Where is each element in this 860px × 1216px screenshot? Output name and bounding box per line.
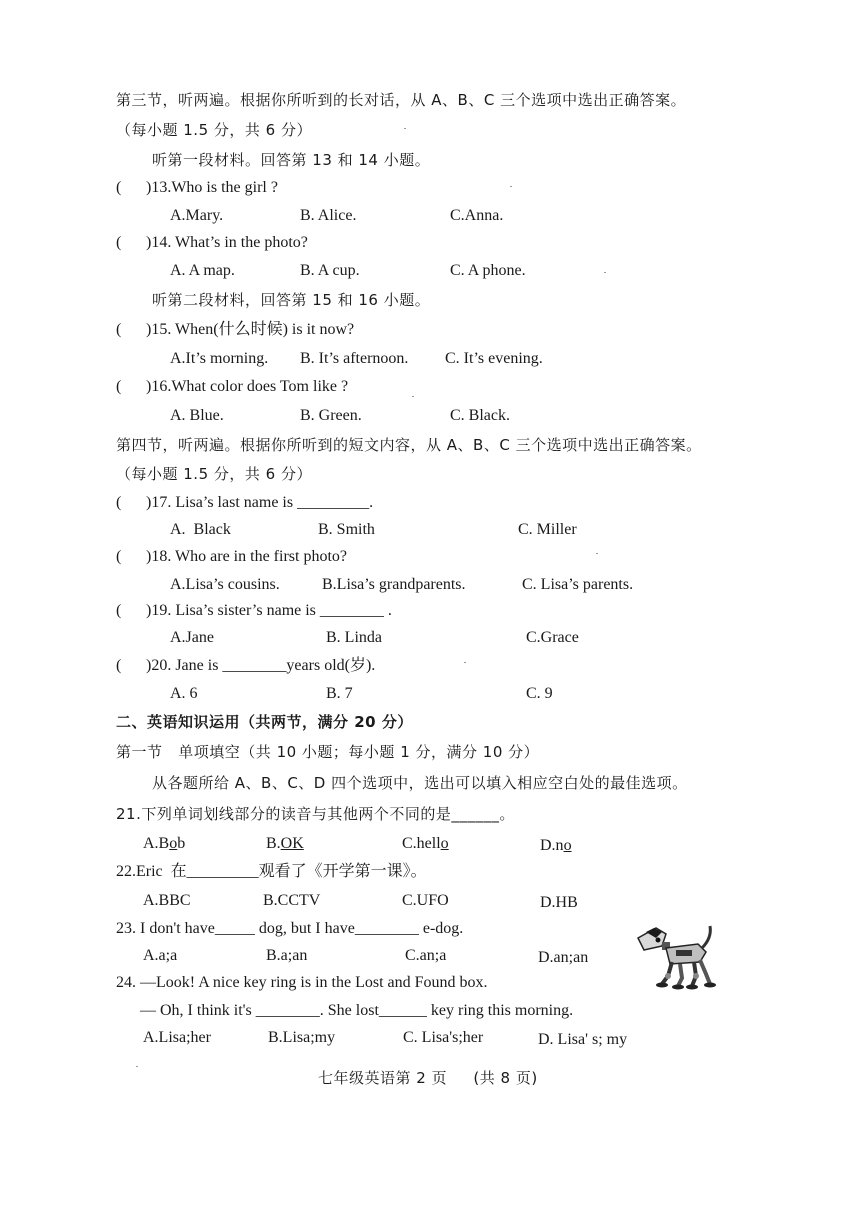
answer-paren: ( <box>116 179 122 196</box>
robot-dog-icon <box>632 920 718 990</box>
scan-speck <box>412 396 414 397</box>
option-text: b <box>177 835 186 852</box>
scan-speck <box>136 1066 138 1067</box>
option-b: B.CCTV <box>263 892 321 909</box>
section4-score: （每小题 1.5 分，共 6 分） <box>116 465 312 483</box>
question-stem: )14. What’s in the photo? <box>146 234 308 251</box>
section3-score: （每小题 1.5 分，共 6 分） <box>116 121 312 139</box>
option-a: A. 6 <box>170 685 198 702</box>
option-b: B. Alice. <box>300 207 357 224</box>
option-a: A. A map. <box>170 262 235 279</box>
option-d: D. Lisa' s; my <box>538 1031 628 1048</box>
option-a: A.Jane <box>170 629 214 646</box>
option-text: A.B <box>143 835 170 852</box>
scan-speck <box>464 662 466 663</box>
question-stem: )18. Who are in the first photo? <box>146 548 347 565</box>
question-stem: )20. Jane is ________years old(岁). <box>146 657 376 674</box>
option-c: C.an;a <box>405 947 447 964</box>
option-c <box>402 834 449 854</box>
option-c: C.Anna. <box>450 207 504 224</box>
option-d <box>540 836 572 856</box>
option-a: A. Black <box>170 521 231 538</box>
question-stem: )19. Lisa’s sister’s name is ________ . <box>146 602 392 619</box>
option-a: A.It’s morning. <box>170 350 269 367</box>
answer-paren: ( <box>116 321 122 338</box>
option-b: B. Smith <box>318 521 375 538</box>
option-c: C. 9 <box>526 685 553 702</box>
section3-part1-instruction: 听第一段材料。回答第 13 和 14 小题。 <box>152 151 431 169</box>
option-c: C. Lisa’s parents. <box>522 576 634 593</box>
option-a: A. Blue. <box>170 407 224 424</box>
option-b: B. 7 <box>326 685 353 702</box>
option-a: A.BBC <box>143 892 191 909</box>
answer-paren: ( <box>116 548 122 565</box>
option-text: B. <box>266 835 281 852</box>
question-stem: 24. —Look! A nice key ring is in the Lost and Found box. <box>116 974 488 991</box>
option-c: C. Black. <box>450 407 510 424</box>
question-stem: )15. When(什么时候) is it now? <box>146 321 355 338</box>
option-d: D.an;an <box>538 949 589 966</box>
answer-paren: ( <box>116 494 122 511</box>
section4-title: 第四节，听两遍。根据你所听到的短文内容，从 A、B、C 三个选项中选出正确答案。 <box>116 436 702 454</box>
scan-speck <box>596 553 598 554</box>
option-c: C.Grace <box>526 629 579 646</box>
page-footer: 七年级英语第 2 页 (共 8 页) <box>318 1069 538 1087</box>
question-reply: — Oh, I think it's ________. She lost______ key ring this morning. <box>140 1002 574 1019</box>
scan-speck <box>510 186 512 187</box>
underlined-letters: o <box>440 835 449 852</box>
part2-section1-title: 第一节 单项填空（共 10 小题；每小题 1 分，满分 10 分） <box>116 743 540 761</box>
question-stem: )16.What color does Tom like ? <box>146 378 349 395</box>
question-stem: 21.下列单词划线部分的读音与其他两个不同的是______。 <box>116 805 515 823</box>
option-text: D.n <box>540 837 564 854</box>
option-b <box>266 834 304 854</box>
option-c: C. A phone. <box>450 262 526 279</box>
underlined-letters: OK <box>280 835 304 852</box>
scan-speck <box>604 272 606 273</box>
option-b: B. Linda <box>326 629 382 646</box>
option-text: C.hell <box>402 835 441 852</box>
option-c: C.UFO <box>402 892 449 909</box>
option-b: B.Lisa’s grandparents. <box>322 576 466 593</box>
section3-title: 第三节，听两遍。根据你所听到的长对话，从 A、B、C 三个选项中选出正确答案。 <box>116 91 687 109</box>
section3-part2-instruction: 听第二段材料，回答第 15 和 16 小题。 <box>152 291 431 309</box>
option-c: C. Miller <box>518 521 577 538</box>
question-stem: 22.Eric 在_________观看了《开学第一课》。 <box>116 863 427 880</box>
option-c: C. It’s evening. <box>445 350 543 367</box>
scan-speck <box>404 128 406 129</box>
question-stem: )13.Who is the girl ? <box>146 179 278 196</box>
question-stem: 23. I don't have_____ dog, but I have________ e-dog. <box>116 920 464 937</box>
answer-paren: ( <box>116 378 122 395</box>
answer-paren: ( <box>116 234 122 251</box>
question-stem: )17. Lisa’s last name is _________. <box>146 494 374 511</box>
answer-paren: ( <box>116 657 122 674</box>
option-a: A.a;a <box>143 947 178 964</box>
option-a: A.Lisa;her <box>143 1029 211 1046</box>
option-b: B. A cup. <box>300 262 360 279</box>
option-d: D.HB <box>540 894 578 911</box>
underlined-letters: o <box>563 837 572 854</box>
answer-paren: ( <box>116 602 122 619</box>
part2-instruction: 从各题所给 A、B、C、D 四个选项中，选出可以填入相应空白处的最佳选项。 <box>152 774 688 792</box>
option-b: B.Lisa;my <box>268 1029 336 1046</box>
option-b: B. Green. <box>300 407 362 424</box>
option-a <box>143 834 185 854</box>
underlined-letters: o <box>169 835 178 852</box>
option-b: B.a;an <box>266 947 308 964</box>
option-a: A.Mary. <box>170 207 224 224</box>
option-a: A.Lisa’s cousins. <box>170 576 280 593</box>
option-c: C. Lisa's;her <box>403 1029 484 1046</box>
option-b: B. It’s afternoon. <box>300 350 409 367</box>
part2-title: 二、英语知识运用（共两节，满分 20 分） <box>116 713 413 731</box>
